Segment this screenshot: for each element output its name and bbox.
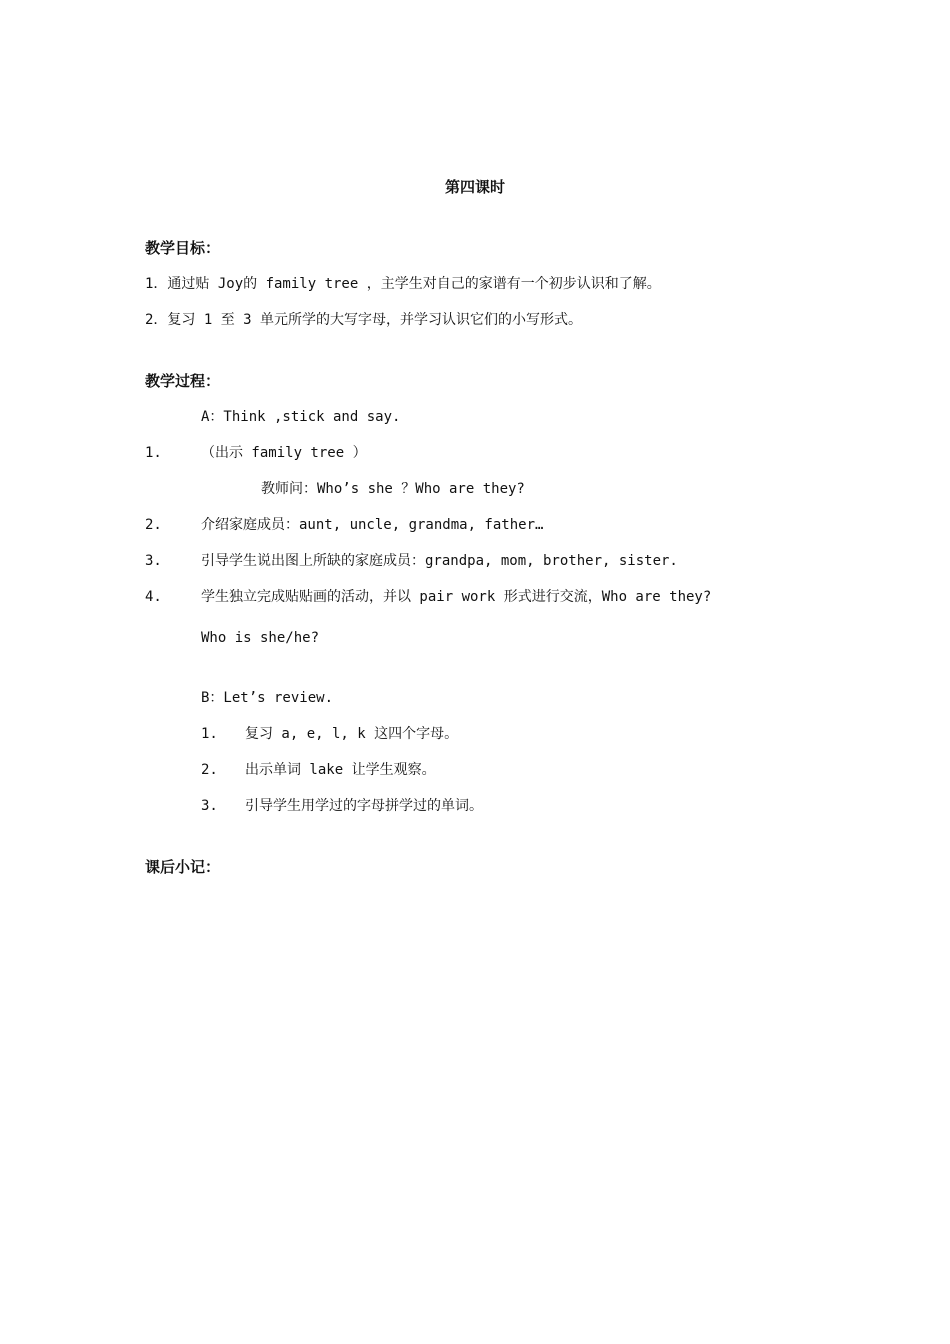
objectives-heading: 教学目标： [145, 239, 221, 257]
step-a-3-text: 引导学生说出图上所缺的家庭成员：grandpa, mom, brother, sister. [201, 553, 678, 569]
step-b-1-text: 复习 a, e, l, k 这四个字母。 [245, 726, 459, 742]
step-a-3-number: 3. [145, 553, 162, 569]
step-b-3-number: 3. [201, 798, 218, 814]
objective-item-2: 2．复习 1 至 3 单元所学的大写字母，并学习认识它们的小写形式。 [145, 312, 582, 328]
step-a-4-text: 学生独立完成贴贴画的活动，并以 pair work 形式进行交流，Who are they? [201, 589, 712, 605]
step-b-3-text: 引导学生用学过的字母拼学过的单词。 [245, 798, 483, 814]
objective-item-1: 1．通过贴 Joy的 family tree ，主学生对自己的家谱有一个初步认识和了解。 [145, 276, 661, 292]
step-a-4-number: 4. [145, 589, 162, 605]
step-a-2-number: 2. [145, 517, 162, 533]
section-b-title: B：Let’s review. [201, 690, 334, 706]
step-a-2-text: 介绍家庭成员：aunt, uncle, grandma, father… [201, 517, 544, 533]
step-a-4-continuation: Who is she/he? [201, 630, 320, 646]
step-a-1-sub-text: 教师问：Who’s she ？Who are they? [261, 481, 525, 497]
page-title: 第四课时 [444, 178, 505, 196]
step-a-1-number: 1. [145, 445, 162, 461]
step-b-1-number: 1. [201, 726, 218, 742]
process-heading: 教学过程： [145, 372, 221, 390]
step-b-2-number: 2. [201, 762, 218, 778]
notes-heading: 课后小记： [145, 858, 221, 876]
step-a-1-text: （出示 family tree ） [201, 445, 367, 461]
section-a-title: A：Think ,stick and say. [201, 409, 401, 425]
step-b-2-text: 出示单词 lake 让学生观察。 [245, 762, 436, 778]
